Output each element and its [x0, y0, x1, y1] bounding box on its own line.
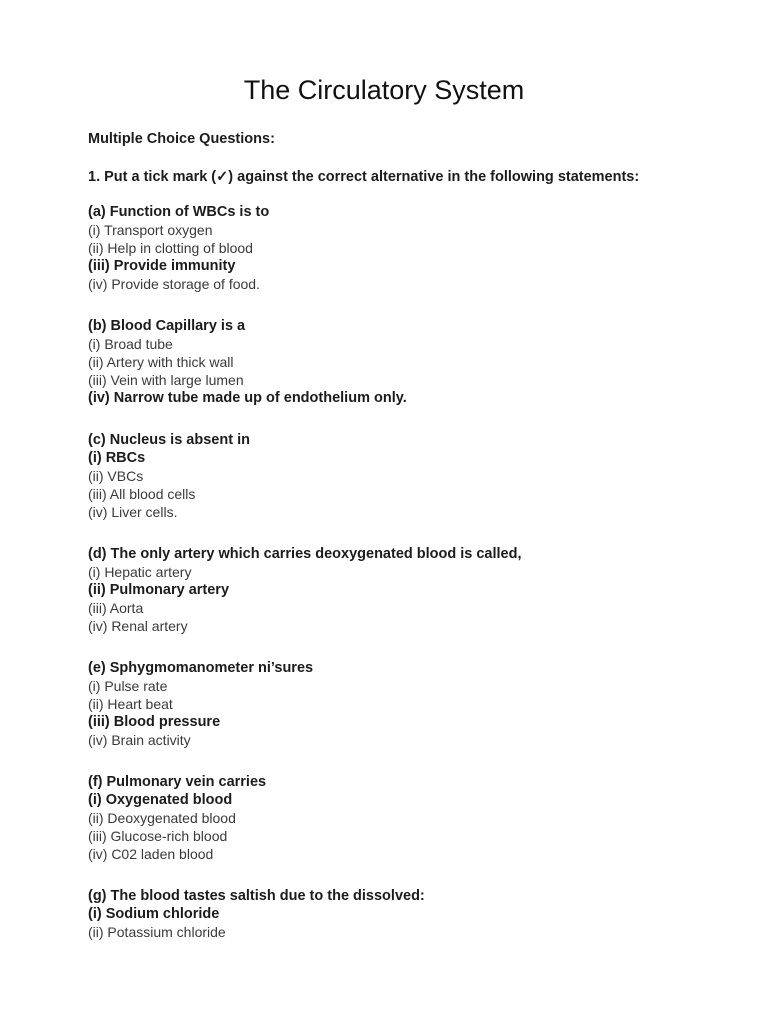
answer-option: (i) Broad tube: [88, 336, 173, 352]
answer-option: (ii) VBCs: [88, 468, 144, 484]
answer-option: (iv) Renal artery: [88, 618, 188, 634]
question-block: [88, 203, 728, 293]
answer-option: (iv) C02 laden blood: [88, 846, 214, 862]
answer-option: (iii) Glucose-rich blood: [88, 828, 228, 844]
correct-option: (iii) Provide immunity: [88, 258, 236, 274]
answer-option: (ii) Deoxygenated blood: [88, 810, 236, 826]
section-heading: Multiple Choice Questions:: [88, 131, 275, 147]
question-stem: (f) Pulmonary vein carries: [88, 774, 267, 790]
correct-option: (i) Sodium chloride: [88, 906, 220, 922]
question-block: [88, 773, 728, 863]
correct-option: (iii) Blood pressure: [88, 714, 221, 730]
question-block: [88, 659, 728, 749]
question-stem: (e) Sphygmomanometer ni’sures: [88, 660, 314, 676]
answer-option: (i) Hepatic artery: [88, 564, 192, 580]
correct-option: (ii) Pulmonary artery: [88, 582, 230, 598]
correct-option: (i) RBCs: [88, 450, 146, 466]
question-list: [88, 203, 728, 941]
correct-option: (i) Oxygenated blood: [88, 792, 233, 808]
answer-option: (i) Pulse rate: [88, 678, 168, 694]
answer-option: (iv) Liver cells.: [88, 504, 178, 520]
question-stem: (d) The only artery which carries deoxygenated blood is called,: [88, 546, 522, 562]
question-block: [88, 317, 728, 407]
question-stem: (g) The blood tastes saltish due to the dissolved:: [88, 888, 425, 904]
correct-option: (iv) Narrow tube made up of endothelium only.: [88, 390, 407, 406]
instruction-text: 1. Put a tick mark (✓) against the correct alternative in the following statements:: [88, 169, 640, 185]
question-block: [88, 431, 728, 521]
answer-option: (iv) Brain activity: [88, 732, 191, 748]
answer-option: (iii) Aorta: [88, 600, 144, 616]
page-title: The Circulatory System: [243, 75, 525, 105]
answer-option: (i) Transport oxygen: [88, 222, 213, 238]
question-stem: (c) Nucleus is absent in: [88, 432, 250, 448]
answer-option: (ii) Help in clotting of blood: [88, 240, 253, 256]
question-block: [88, 545, 728, 635]
answer-option: (ii) Artery with thick wall: [88, 354, 234, 370]
question-block: [88, 887, 728, 941]
answer-option: (iv) Provide storage of food.: [88, 276, 260, 292]
question-stem: (a) Function of WBCs is to: [88, 204, 270, 220]
answer-option: (ii) Potassium chloride: [88, 924, 226, 940]
answer-option: (iii) Vein with large lumen: [88, 372, 244, 388]
answer-option: (ii) Heart beat: [88, 696, 173, 712]
document-body: [88, 130, 728, 965]
answer-option: (iii) All blood cells: [88, 486, 196, 502]
question-stem: (b) Blood Capillary is a: [88, 318, 246, 334]
